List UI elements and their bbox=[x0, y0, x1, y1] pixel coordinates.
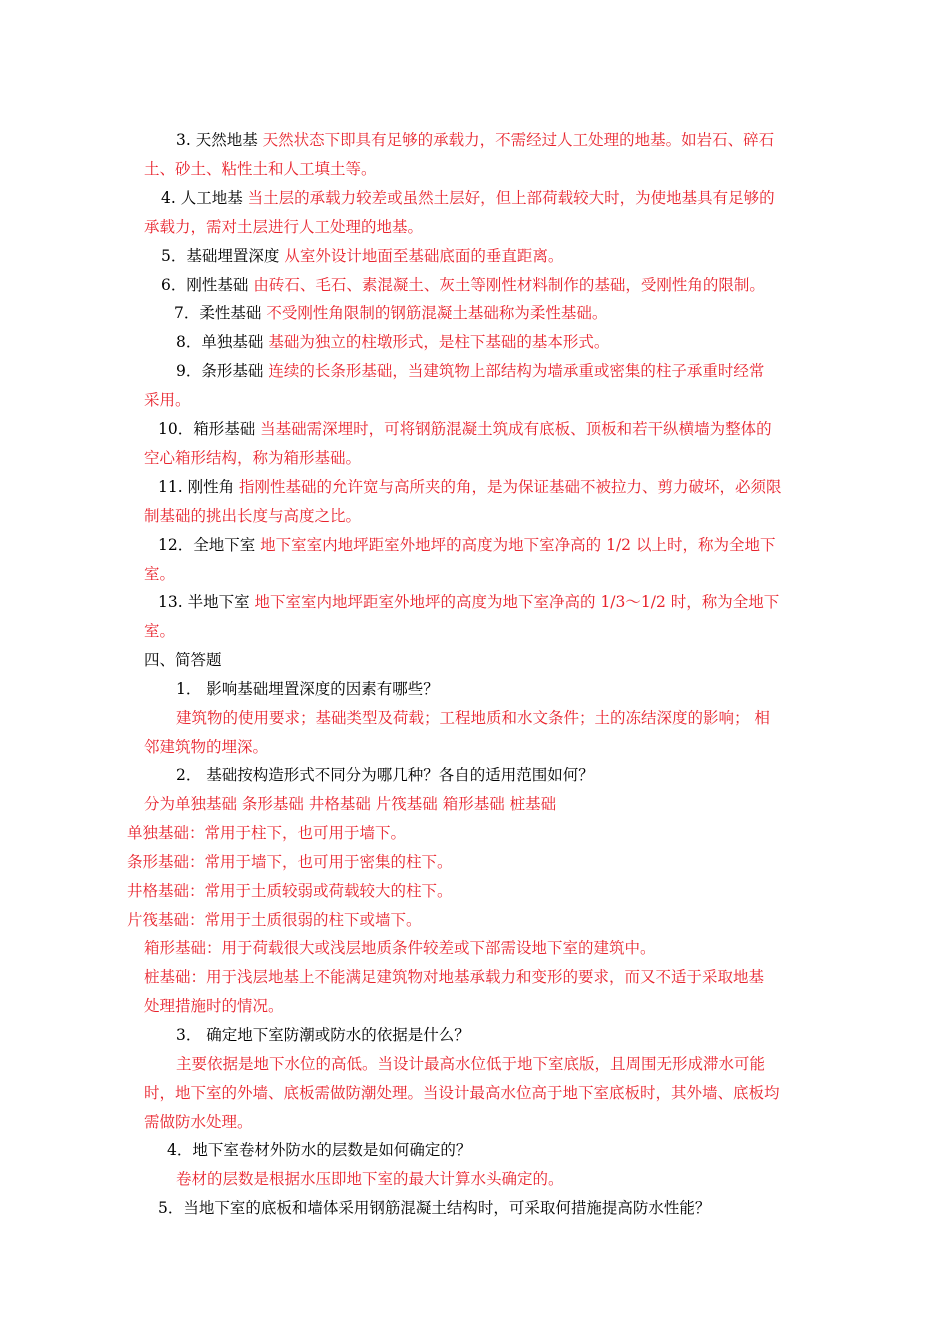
term-label: 11. 刚性角 bbox=[158, 478, 235, 496]
answer-2-grid: 井格基础：常用于土质较弱或荷载较大的柱下。 bbox=[127, 882, 453, 900]
question-5: 5．当地下室的底板和墙体采用钢筋混凝土结构时，可采取何措施提高防水性能？ bbox=[158, 1199, 711, 1217]
term-definition-cont: 空心箱形结构，称为箱形基础。 bbox=[144, 449, 362, 467]
term-6 bbox=[161, 275, 765, 295]
answer-1-cont: 邻建筑物的埋深。 bbox=[144, 738, 269, 756]
term-definition: 不受刚性角限制的钢筋混凝土基础称为柔性基础。 bbox=[266, 304, 608, 322]
answer-2-box: 箱形基础：用于荷载很大或浅层地质条件较差或下部需设地下室的建筑中。 bbox=[144, 939, 656, 957]
term-7 bbox=[174, 303, 607, 323]
term-label: 9．条形基础 bbox=[176, 362, 264, 380]
term-5 bbox=[161, 246, 563, 266]
answer-1: 建筑物的使用要求；基础类型及荷载；工程地质和水文条件；土的冻结深度的影响； 相 bbox=[176, 709, 770, 727]
question-2: 2． 基础按构造形式不同分为哪几种？各自的适用范围如何？ bbox=[176, 766, 594, 784]
answer-3-cont: 时，地下室的外墙、底板需做防潮处理。当设计最高水位高于地下室底板时，其外墙、底板均 bbox=[144, 1084, 780, 1102]
answer-2-pile-cont: 处理措施时的情况。 bbox=[144, 997, 284, 1015]
term-10 bbox=[158, 419, 772, 439]
term-definition: 指刚性基础的允许宽与高所夹的角，是为保证基础不被拉力、剪力破坏，必须限 bbox=[239, 478, 782, 496]
term-label: 12．全地下室 bbox=[158, 536, 256, 554]
answer-2-pile: 桩基础：用于浅层地基上不能满足建筑物对地基承载力和变形的要求，而又不适于采取地基 bbox=[144, 968, 765, 986]
term-label: 6．刚性基础 bbox=[161, 276, 249, 294]
term-definition: 当土层的承载力较差或虽然土层好，但上部荷载较大时，为使地基具有足够的 bbox=[247, 189, 775, 207]
term-definition: 当基础需深埋时，可将钢筋混凝土筑成有底板、顶板和若干纵横墙为整体的 bbox=[260, 420, 772, 438]
term-label: 13. 半地下室 bbox=[158, 593, 250, 611]
term-definition: 基础为独立的柱墩形式，是柱下基础的基本形式。 bbox=[268, 333, 610, 351]
term-3 bbox=[176, 130, 774, 150]
term-definition: 地下室室内地坪距室外地坪的高度为地下室净高的 1/2 以上时，称为全地下 bbox=[260, 536, 776, 554]
section-title: 四、简答题 bbox=[144, 651, 222, 669]
term-definition: 地下室室内地坪距室外地坪的高度为地下室净高的 1/3～1/2 时，称为全地下 bbox=[254, 593, 780, 611]
term-label: 10．箱形基础 bbox=[158, 420, 256, 438]
term-definition-cont: 室。 bbox=[144, 622, 176, 640]
term-definition-cont: 室。 bbox=[144, 565, 176, 583]
term-label: 4. 人工地基 bbox=[161, 189, 243, 207]
answer-3-cont2: 需做防水处理。 bbox=[144, 1113, 253, 1131]
term-8 bbox=[176, 332, 609, 352]
answer-2-single: 单独基础：常用于柱下，也可用于墙下。 bbox=[127, 824, 407, 842]
answer-2-raft: 片筏基础：常用于土质很弱的柱下或墙下。 bbox=[127, 911, 422, 929]
term-4 bbox=[161, 188, 775, 208]
term-definition-cont: 承载力，需对土层进行人工处理的地基。 bbox=[144, 218, 424, 236]
term-12 bbox=[158, 535, 775, 555]
term-definition: 天然状态下即具有足够的承载力，不需经过人工处理的地基。如岩石、碎石 bbox=[262, 131, 775, 149]
answer-3: 主要依据是地下水位的高低。当设计最高水位低于地下室底版，且周围无形成滞水可能 bbox=[176, 1055, 766, 1073]
term-label: 8．单独基础 bbox=[176, 333, 264, 351]
term-11 bbox=[158, 477, 782, 497]
term-definition: 连续的长条形基础，当建筑物上部结构为墙承重或密集的柱子承重时经常 bbox=[268, 362, 765, 380]
question-4: 4．地下室卷材外防水的层数是如何确定的？ bbox=[167, 1141, 472, 1159]
term-definition-cont: 土、砂土、粘性土和人工填土等。 bbox=[144, 160, 377, 178]
answer-4: 卷材的层数是根据水压即地下室的最大计算水头确定的。 bbox=[176, 1170, 564, 1188]
question-3: 3． 确定地下室防潮或防水的依据是什么？ bbox=[176, 1026, 470, 1044]
question-1: 1． 影响基础埋置深度的因素有哪些？ bbox=[176, 680, 439, 698]
answer-2-strip: 条形基础：常用于墙下，也可用于密集的柱下。 bbox=[127, 853, 453, 871]
term-label: 7．柔性基础 bbox=[174, 304, 262, 322]
answer-2-types: 分为单独基础 条形基础 井格基础 片筏基础 箱形基础 桩基础 bbox=[144, 795, 557, 813]
term-label: 3. 天然地基 bbox=[176, 131, 258, 149]
term-label: 5．基础埋置深度 bbox=[161, 247, 280, 265]
term-definition-cont: 制基础的挑出长度与高度之比。 bbox=[144, 507, 362, 525]
term-definition: 从室外设计地面至基础底面的垂直距离。 bbox=[284, 247, 564, 265]
term-definition: 由砖石、毛石、素混凝土、灰土等刚性材料制作的基础，受刚性角的限制。 bbox=[253, 276, 765, 294]
term-9 bbox=[176, 361, 764, 381]
term-13 bbox=[158, 592, 779, 612]
term-definition-cont: 采用。 bbox=[144, 391, 191, 409]
